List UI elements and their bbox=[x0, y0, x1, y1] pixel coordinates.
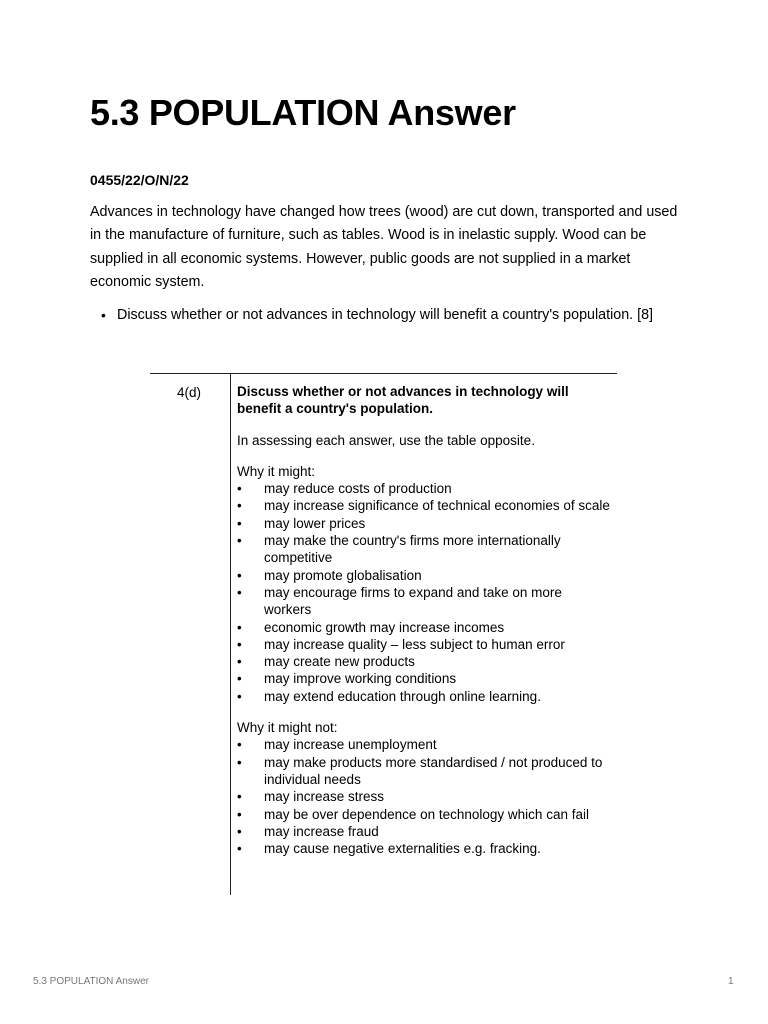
why-might-not-label: Why it might not: bbox=[237, 720, 338, 736]
list-item-text: may reduce costs of production bbox=[264, 481, 452, 497]
bullet-icon: • bbox=[101, 307, 106, 323]
table-top-rule bbox=[150, 373, 617, 374]
list-item-text: may make products more standardised / not produced to individual needs bbox=[264, 754, 603, 787]
bullet-icon: • bbox=[237, 619, 242, 635]
question-number: 4(d) bbox=[177, 385, 202, 400]
question-code: 0455/22/O/N/22 bbox=[90, 172, 189, 188]
list-item bbox=[237, 497, 612, 514]
list-item-text: may extend education through online learning. bbox=[264, 688, 541, 704]
list-item bbox=[237, 653, 612, 670]
bullet-icon: • bbox=[237, 654, 242, 670]
list-item bbox=[237, 567, 612, 584]
list-item-text: may be over dependence on technology which can fail bbox=[264, 806, 589, 822]
task-text: Discuss whether or not advances in technology will benefit a country's population. [8] bbox=[117, 307, 653, 323]
list-item-text: may promote globalisation bbox=[264, 567, 422, 583]
bullet-icon: • bbox=[237, 515, 242, 531]
list-item bbox=[237, 636, 612, 653]
intro-paragraph: Advances in technology have changed how trees (wood) are cut down, transported and used in the manufacture of furniture, such as tables. Wood is in inelastic supply. Wood can be supplied in all economic systems. However, public goods are not supplied in a market economic system. bbox=[90, 204, 678, 290]
list-item bbox=[237, 788, 612, 805]
list-item bbox=[237, 515, 612, 532]
page-number: 1 bbox=[728, 976, 734, 987]
bullet-icon: • bbox=[237, 688, 242, 704]
markscheme-instruction: In assessing each answer, use the table opposite. bbox=[237, 432, 535, 448]
bullet-icon: • bbox=[237, 841, 242, 857]
bullet-icon: • bbox=[237, 584, 242, 600]
list-item bbox=[237, 480, 612, 497]
bullet-icon: • bbox=[237, 806, 242, 822]
list-item bbox=[237, 670, 612, 687]
bullet-icon: • bbox=[237, 754, 242, 770]
list-item bbox=[237, 823, 612, 840]
bullet-icon: • bbox=[237, 498, 242, 514]
list-item-text: may lower prices bbox=[264, 515, 366, 531]
why-might-not-list bbox=[237, 736, 612, 857]
bullet-icon: • bbox=[237, 567, 242, 583]
page-title: 5.3 POPULATION Answer bbox=[90, 92, 516, 133]
list-item-text: may encourage firms to expand and take on more workers bbox=[264, 584, 562, 618]
list-item bbox=[237, 532, 612, 567]
list-item-text: may increase stress bbox=[264, 789, 385, 805]
list-item bbox=[237, 754, 612, 789]
bullet-icon: • bbox=[237, 789, 242, 805]
bullet-icon: • bbox=[237, 533, 242, 549]
list-item-text: may increase fraud bbox=[264, 823, 379, 839]
list-item-text: may make the country's firms more internationally competitive bbox=[264, 533, 561, 566]
footer-title: 5.3 POPULATION Answer bbox=[33, 976, 149, 987]
why-might-label: Why it might: bbox=[237, 463, 316, 479]
list-item bbox=[237, 840, 612, 857]
list-item-text: economic growth may increase incomes bbox=[264, 619, 505, 635]
list-item bbox=[237, 688, 612, 705]
bullet-icon: • bbox=[237, 671, 242, 687]
list-item bbox=[237, 584, 612, 619]
list-item-text: may increase unemployment bbox=[264, 737, 437, 753]
table-column-divider bbox=[230, 373, 231, 895]
list-item-text: may increase quality – less subject to human error bbox=[264, 636, 565, 652]
list-item bbox=[237, 619, 612, 636]
bullet-icon: • bbox=[237, 636, 242, 652]
markscheme-table bbox=[150, 373, 617, 895]
bullet-icon: • bbox=[237, 823, 242, 839]
task-bullet-item bbox=[101, 304, 687, 327]
markscheme-content bbox=[237, 383, 612, 871]
list-item bbox=[237, 806, 612, 823]
list-item-text: may cause negative externalities e.g. fracking. bbox=[264, 841, 541, 857]
list-item-text: may create new products bbox=[264, 654, 415, 670]
bullet-icon: • bbox=[237, 481, 242, 497]
bullet-icon: • bbox=[237, 737, 242, 753]
list-item bbox=[237, 736, 612, 753]
list-item-text: may improve working conditions bbox=[264, 671, 457, 687]
list-item-text: may increase significance of technical economies of scale bbox=[264, 498, 610, 514]
markscheme-heading: Discuss whether or not advances in technology will benefit a country's population. bbox=[237, 384, 569, 417]
why-might-list bbox=[237, 480, 612, 705]
